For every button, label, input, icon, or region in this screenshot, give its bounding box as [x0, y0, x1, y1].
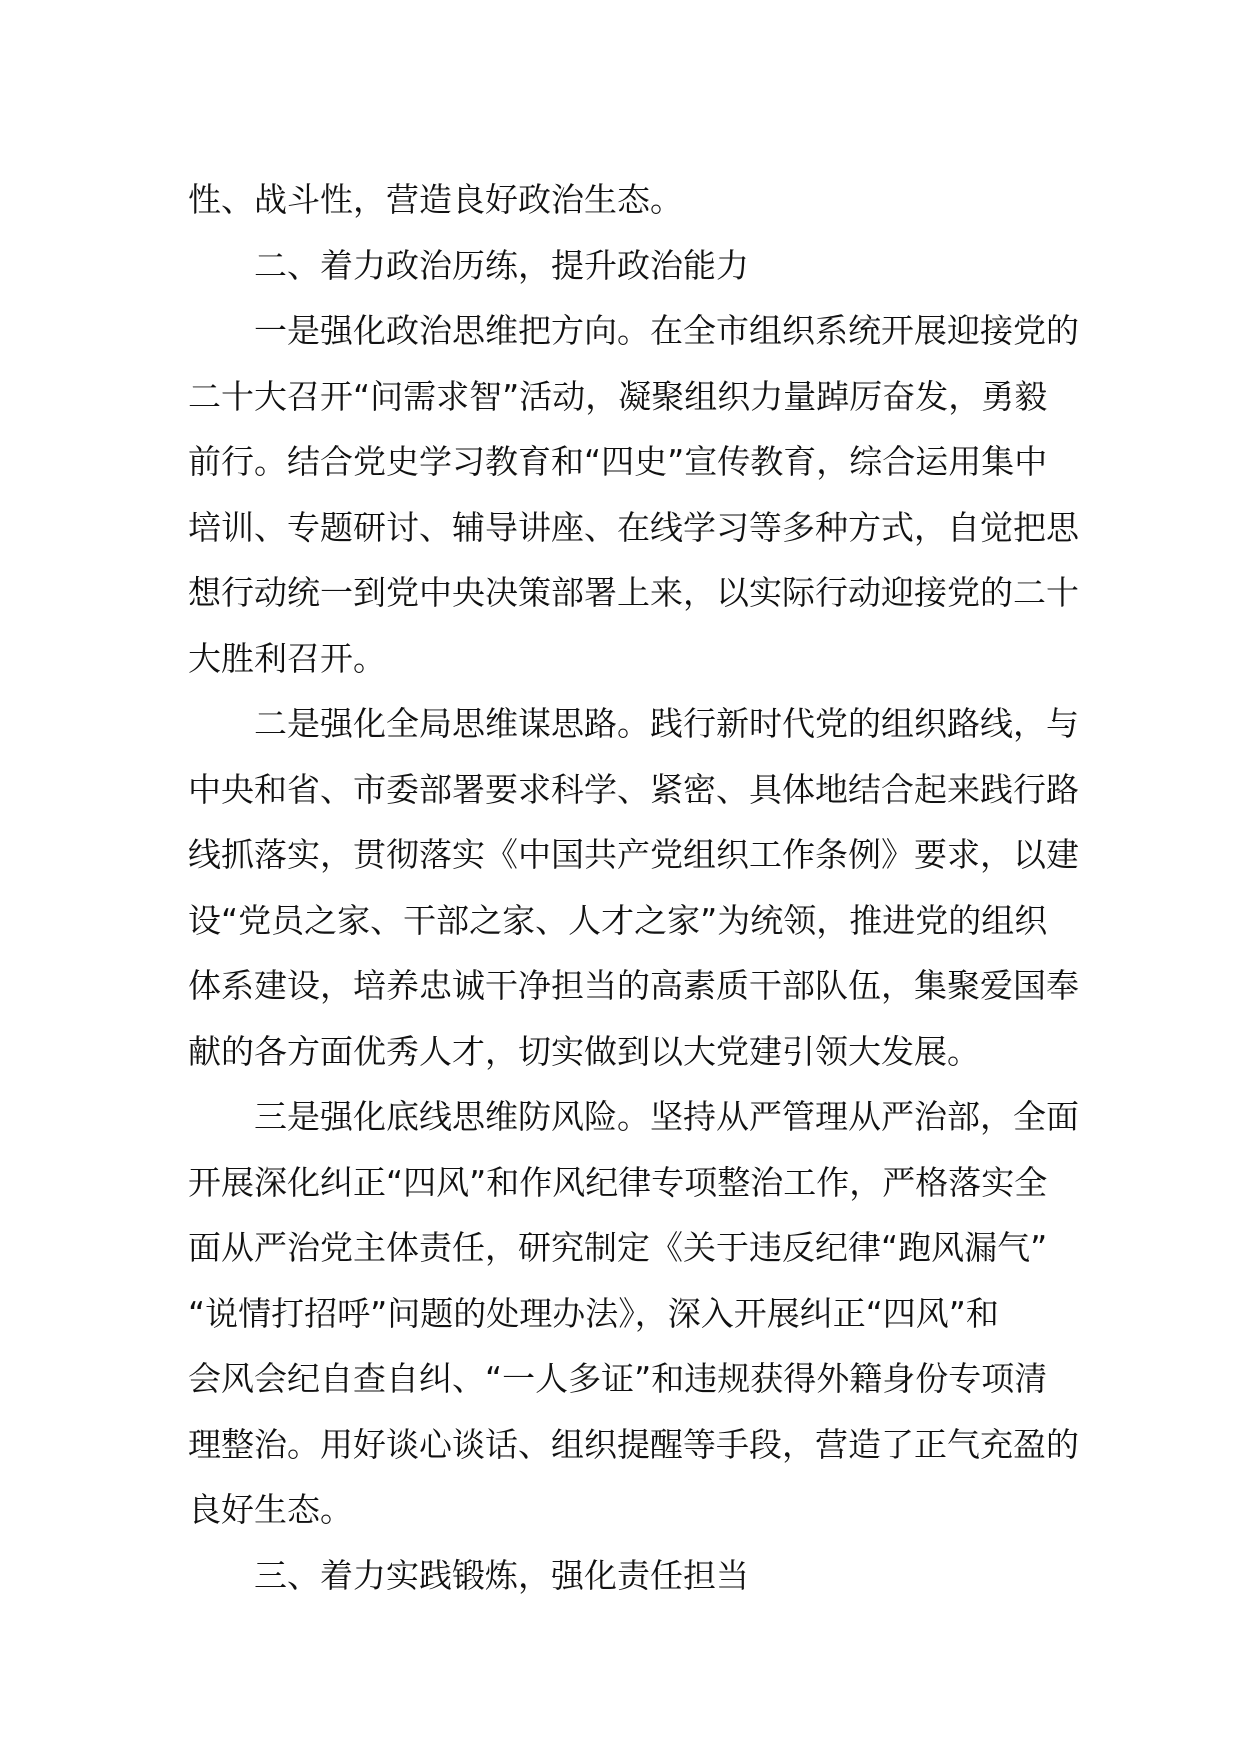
text-line: 献的各方面优秀人才，切实做到以大党建引领大发展。 — [188, 1031, 980, 1071]
text-line: 理整治。用好谈心谈话、组织提醒等手段，营造了正气充盈的 — [188, 1424, 1079, 1464]
paragraph-start: 三是强化底线思维防风险。坚持从严管理从严治部，全面 — [254, 1097, 1079, 1136]
text-line: 良好生态。 — [188, 1490, 353, 1529]
section-heading: 二、着力政治历练，提升政治能力 — [254, 245, 749, 285]
text-line: “说情打招呼”问题的处理办法》，深入开展纠正“四风”和 — [188, 1293, 999, 1333]
text-line: 体系建设，培养忠诚干净担当的高素质干部队伍，集聚爱国奉 — [188, 966, 1079, 1005]
text-line: 前行。结合党史学习教育和“四史”宣传教育，综合运用集中 — [188, 442, 1048, 481]
section-heading: 三、着力实践锻炼，强化责任担当 — [254, 1555, 749, 1595]
paragraph-start: 二是强化全局思维谋思路。践行新时代党的组织路线，与 — [254, 704, 1079, 743]
text-line: 大胜利召开。 — [188, 638, 386, 678]
text-line: 开展深化纠正“四风”和作风纪律专项整治工作，严格落实全 — [188, 1162, 1048, 1202]
text-line: 二十大召开“问需求智”活动，凝聚组织力量踔厉奋发，勇毅 — [188, 376, 1048, 416]
document-body — [188, 167, 1079, 1608]
text-line: 中央和省、市委部署要求科学、紧密、具体地结合起来践行路 — [188, 769, 1079, 809]
text-line: 设“党员之家、干部之家、人才之家”为统领，推进党的组织 — [188, 900, 1048, 940]
text-line: 线抓落实，贯彻落实《中国共产党组织工作条例》要求，以建 — [188, 835, 1079, 874]
paragraph-start: 一是强化政治思维把方向。在全市组织系统开展迎接党的 — [254, 311, 1079, 350]
text-line: 想行动统一到党中央决策部署上来，以实际行动迎接党的二十 — [188, 573, 1079, 612]
text-line: 面从严治党主体责任，研究制定《关于违反纪律“跑风漏气” — [188, 1228, 1048, 1267]
text-line: 性、战斗性，营造良好政治生态。 — [188, 180, 683, 219]
text-line: 培训、专题研讨、辅导讲座、在线学习等多种方式，自觉把思 — [188, 507, 1079, 547]
text-line: 会风会纪自查自纠、“一人多证”和违规获得外籍身份专项清 — [188, 1359, 1048, 1398]
